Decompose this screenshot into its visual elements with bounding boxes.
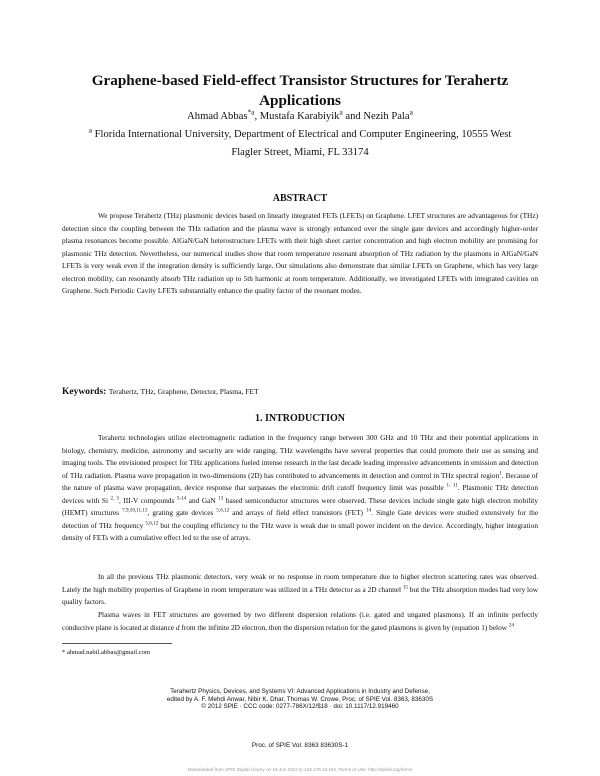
citation-superscript: 2, 3 — [110, 495, 119, 502]
intro-p2-content — [62, 572, 538, 606]
text-run: Plasma waves in FET structures are governed by two different dispersion relations (i.e. gated and ungated plasmons). If an infinite perfectly conductive plane is located at distance — [62, 610, 538, 632]
conference-info — [0, 688, 600, 711]
download-note: Downloaded from SPIE Digital Library on 19 Jun 2012 to 129.179.13.194. Terms of Use: http://spiedl.org/terms — [187, 767, 413, 772]
citation-superscript: 24 — [508, 622, 514, 629]
page-label: Proc. of SPIE Vol. 8363 83630S-1 — [251, 742, 349, 749]
citation-superscript: 5,6,12 — [145, 520, 159, 527]
affiliation-superscript: a — [88, 125, 93, 135]
text-run: and arrays of field effect transistors (FET) — [229, 508, 367, 518]
title-line-2: Applications — [259, 92, 341, 109]
author: Ahmad Abbas — [187, 111, 248, 122]
text-run: Terahertz technologies utilize electromagnetic radiation in the frequency range between 300 GHz and 10 THz and their potential applications in biology, chemistry, medicine, astronomy and security are wide ranging. THz wavelengths have several properties that could promote their use as sensing and imaging tools. The envisioned prospect for THz applications fueled intense research in the last decade leading impressive advancements in emission and detection of THz radiation. Plasma wave propagation in two-dimensions (2D) has contributed to advancements in detection and control in THz spectral region — [62, 433, 538, 480]
intro-paragraph-3 — [62, 609, 538, 634]
author-superscript: *a — [247, 107, 255, 117]
intro-paragraph-1 — [62, 432, 538, 545]
citation-superscript: 5,6,12 — [216, 507, 230, 514]
text-run: based semiconductor structures were observed. These devices include single gate high electron mobility (HEMT) structures — [62, 495, 538, 518]
author-list — [30, 107, 570, 122]
citation-superscript: 1- 11 — [446, 482, 458, 489]
citation-superscript: 1 — [499, 470, 502, 477]
abstract-body — [62, 210, 538, 298]
text-run: , grating gate devices — [147, 508, 217, 518]
text-run: , III-V compounds — [118, 495, 177, 505]
author-separator: and — [342, 111, 364, 122]
intro-paragraph-2 — [62, 571, 538, 609]
introduction-heading: 1. INTRODUCTION — [254, 413, 345, 424]
abstract-heading: ABSTRACT — [272, 193, 328, 204]
citation-superscript: 13 — [218, 495, 224, 502]
keywords-text: Terahertz, THz, Graphene, Detector, Plasma, FET — [108, 387, 259, 396]
text-run: . Plasmonic THz detection devices with Si — [62, 483, 538, 505]
paper-title — [30, 71, 570, 111]
citation-superscript: 5-14 — [176, 495, 187, 502]
intro-p3-content — [62, 610, 538, 632]
author: Nezih Pala — [363, 111, 410, 122]
affiliation-line-2: Flagler Street, Miami, FL 33174 — [231, 147, 369, 158]
text-run: In all the previous THz plasmonic detectors, very weak or no response in room temperature due to higher electron scattering rates was observed. Lately the high mobility properties of Graphene in room temperature was utilized in a THz detector as a 2D channel — [62, 572, 538, 594]
text-run: and GaN — [186, 495, 219, 505]
abstract-text: We propose Terahertz (THz) plasmonic devices based on linearly integrated FETs (LFETs) on Graphene. LFET structures are advantageous for (THz) detection since the coupling between the THz radiation and the plasma wave is strongly enhanced over the single gate devices and accordingly higher-order plasma resonances become possible. AlGaN/GaN heterostructure LFETs with their high sheet carrier concentration and high electron mobility are promising for plasmonic THz detection. Nevertheless, our numerical studies show that room temperature resonant absorption of THz radiation by the plasmons in AlGaN/GaN LFETs is very weak even if the integration density is sufficiently large. Our simulations also demonstrate that similar LFETs on Graphene, which has very large electron mobility, can resonantly absorb THz radiation up to 5th harmonic at room temperature. Additionally, we investigated LFETs with integrated cavities on Graphene. Such Periodic Cavity LFETs substantially enhance the quality factor of the resonant modes. — [62, 211, 538, 296]
citation-superscript: 14 — [366, 507, 372, 514]
title-line-1: Graphene-based Field-effect Transistor Structures for Terahertz — [91, 72, 509, 89]
conference-line-3: © 2012 SPIE · CCC code: 0277-786X/12/$18 · doi: 10.1117/12.919460 — [201, 703, 399, 711]
footnote-rule — [62, 643, 172, 644]
author-superscript: a — [339, 107, 343, 117]
text-run: . Because of the nature of plasma wave propagation, device response that surpasses the electronic drift cutoff frequency limit was possible — [62, 470, 538, 493]
author: Mustafa Karabiyik — [259, 111, 340, 122]
text-run: but the coupling efficiency to the THz wave is weak due to small power incident on the device. Accordingly, higher integration density of FETs with a cumulative effect led to the use of arrays. — [62, 520, 538, 543]
citation-superscript: 7,9,10,11,13 — [122, 507, 148, 514]
author-separator: , — [254, 111, 260, 122]
text-run: from the infinite 2D electron, then the dispersion relation for the gated plasmons is given by (equation 1) below — [179, 622, 509, 632]
affiliation — [30, 126, 570, 162]
conference-line-1: Terahertz Physics, Devices, and Systems VI: Advanced Applications in Industry and Defense, — [170, 688, 430, 695]
conference-line-2: edited by A. F. Mehdi Anwar, Nibir K. Dhar, Thomas W. Crowe, Proc. of SPIE Vol. 8363, 83630S — [166, 695, 434, 703]
keywords-label: Keywords — [62, 387, 104, 397]
text-run: but the THz absorption modes had very low quality factors. — [62, 584, 539, 607]
keywords — [62, 387, 538, 397]
citation-superscript: 15 — [402, 584, 408, 591]
affiliation-text: Florida International University, Department of Electrical and Computer Engineering, 10555 West — [92, 129, 512, 140]
footnote: * ahmad.nabil.abbas@gmail.com — [62, 649, 151, 656]
affiliation-line-1 — [30, 126, 570, 144]
keywords-colon: : — [103, 387, 109, 397]
author-superscript: a — [409, 107, 413, 117]
math-variable: d — [175, 622, 180, 632]
intro-p1-content — [62, 433, 538, 542]
text-run: . Single Gate devices were studied extensively for the detection of THz frequency — [62, 508, 538, 530]
